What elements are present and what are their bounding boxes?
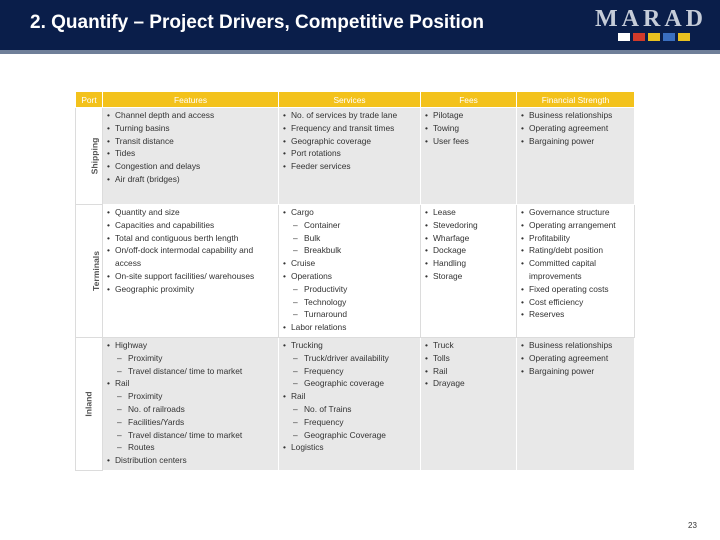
- sub-list-item: – No. of railroads: [106, 403, 275, 416]
- sub-list-item: – Container: [282, 219, 417, 232]
- list-item: • Cruise: [282, 257, 417, 270]
- table-row-shipping: [76, 108, 635, 205]
- marad-logo: [590, 6, 712, 46]
- slide-title: 2. Quantify – Project Drivers, Competitive Position: [30, 12, 485, 33]
- flag-icon: [618, 33, 630, 41]
- list-item: • Rating/debt position: [520, 244, 631, 257]
- column-header-features: Features: [103, 92, 279, 108]
- page-number: 23: [688, 521, 697, 530]
- list-item: • Operating arrangement: [520, 219, 631, 232]
- list-item: • Rail: [282, 390, 417, 403]
- table-row-terminals: [76, 205, 635, 338]
- list-item: • Tolls: [424, 352, 513, 365]
- slide-header: [0, 0, 720, 50]
- features-list: [106, 109, 275, 186]
- sub-list-item: – No. of Trains: [282, 403, 417, 416]
- row-label-inland: Inland: [84, 391, 94, 417]
- fees-list: [424, 206, 513, 283]
- sub-list-item: – Proximity: [106, 352, 275, 365]
- list-item: • Pilotage: [424, 109, 513, 122]
- list-item: • Highway: [106, 339, 275, 352]
- logo-text: MARAD: [595, 6, 707, 32]
- sub-list-item: – Frequency: [282, 365, 417, 378]
- services-list: [282, 339, 417, 454]
- list-item: • On-site support facilities/ warehouses: [106, 270, 275, 283]
- features-list: [106, 339, 275, 467]
- list-item: • Feeder services: [282, 160, 417, 173]
- sub-list-item: – Facilities/Yards: [106, 416, 275, 429]
- list-item: • Storage: [424, 270, 513, 283]
- column-header-financial-strength: Financial Strength: [517, 92, 635, 108]
- sub-list-item: – Travel distance/ time to market: [106, 365, 275, 378]
- list-item: • Operations: [282, 270, 417, 283]
- financial-list: [520, 109, 631, 147]
- list-item: • Total and contiguous berth length: [106, 232, 275, 245]
- list-item: • Wharfage: [424, 232, 513, 245]
- list-item: • Lease: [424, 206, 513, 219]
- list-item: • No. of services by trade lane: [282, 109, 417, 122]
- list-item: • Transit distance: [106, 135, 275, 148]
- project-drivers-table: [75, 91, 635, 471]
- list-item: • Stevedoring: [424, 219, 513, 232]
- list-item: • Tides: [106, 147, 275, 160]
- sub-list-item: – Technology: [282, 296, 417, 309]
- list-item: • Governance structure: [520, 206, 631, 219]
- sub-list-item: – Travel distance/ time to market: [106, 429, 275, 442]
- sub-list-item: – Truck/driver availability: [282, 352, 417, 365]
- list-item: • Bargaining power: [520, 135, 631, 148]
- list-item: • User fees: [424, 135, 513, 148]
- list-item: • Drayage: [424, 377, 513, 390]
- flag-icon: [633, 33, 645, 41]
- cell-financial-strength: [517, 338, 635, 471]
- sub-list-item: – Turnaround: [282, 308, 417, 321]
- list-item: • Committed capital: [520, 257, 631, 270]
- list-item: • Cost efficiency: [520, 296, 631, 309]
- sub-list-item: – Routes: [106, 441, 275, 454]
- list-item: • Trucking: [282, 339, 417, 352]
- table-header-row: [76, 92, 635, 108]
- cell-financial-strength: [517, 205, 635, 338]
- list-item: • Profitability: [520, 232, 631, 245]
- column-header-services: Services: [279, 92, 421, 108]
- cell-financial-strength: [517, 108, 635, 205]
- list-item: improvements: [529, 270, 582, 281]
- sub-list-item: – Proximity: [106, 390, 275, 403]
- list-item: • Business relationships: [520, 339, 631, 352]
- list-item: • Truck: [424, 339, 513, 352]
- list-item: • Air draft (bridges): [106, 173, 275, 186]
- list-item: • Labor relations: [282, 321, 417, 334]
- cell-services: [279, 338, 421, 471]
- list-item: • Operating agreement: [520, 352, 631, 365]
- sub-list-item: – Productivity: [282, 283, 417, 296]
- services-list: [282, 109, 417, 173]
- sub-list-item: – Geographic Coverage: [282, 429, 417, 442]
- cell-features: [103, 108, 279, 205]
- column-header-port: Port: [76, 92, 103, 108]
- financial-list: [520, 206, 631, 321]
- column-header-fees: Fees: [421, 92, 517, 108]
- list-item: • Geographic coverage: [282, 135, 417, 148]
- cell-features: [103, 205, 279, 338]
- row-label-cell: [76, 338, 103, 471]
- list-item: • Operating agreement: [520, 122, 631, 135]
- list-item: • Dockage: [424, 244, 513, 257]
- flag-icon: [678, 33, 690, 41]
- header-divider: [0, 50, 720, 54]
- list-item: • Congestion and delays: [106, 160, 275, 173]
- table-row-inland: [76, 338, 635, 471]
- flag-icon: [648, 33, 660, 41]
- row-label-shipping: Shipping: [89, 137, 100, 175]
- row-label-cell: [76, 108, 103, 205]
- sub-list-item: – Bulk: [282, 232, 417, 245]
- row-label-cell: [76, 205, 103, 338]
- list-item: • Rail: [424, 365, 513, 378]
- list-item: • Turning basins: [106, 122, 275, 135]
- list-item: • Geographic proximity: [106, 283, 275, 296]
- cell-fees: [421, 205, 517, 338]
- list-item: • Rail: [106, 377, 275, 390]
- cell-fees: [421, 108, 517, 205]
- cell-fees: [421, 338, 517, 471]
- list-item: • Channel depth and access: [106, 109, 275, 122]
- sub-list-item: – Frequency: [282, 416, 417, 429]
- list-item: • On/off-dock intermodal capability and: [106, 244, 275, 257]
- list-item: access: [115, 258, 142, 269]
- list-item: • Quantity and size: [106, 206, 275, 219]
- list-item: • Business relationships: [520, 109, 631, 122]
- list-item: • Port rotations: [282, 147, 417, 160]
- cell-services: [279, 108, 421, 205]
- cell-services: [279, 205, 421, 338]
- flag-icon: [663, 33, 675, 41]
- list-item: • Frequency and transit times: [282, 122, 417, 135]
- services-list: [282, 206, 417, 334]
- list-item: • Capacities and capabilities: [106, 219, 275, 232]
- cell-features: [103, 338, 279, 471]
- financial-list: [520, 339, 631, 377]
- list-item: • Fixed operating costs: [520, 283, 631, 296]
- list-item: • Towing: [424, 122, 513, 135]
- list-item: • Handling: [424, 257, 513, 270]
- row-label-terminals: Terminals: [90, 251, 101, 291]
- features-list: [106, 206, 275, 296]
- list-item: • Distribution centers: [106, 454, 275, 467]
- fees-list: [424, 109, 513, 147]
- list-item: • Logistics: [282, 441, 417, 454]
- sub-list-item: – Breakbulk: [282, 244, 417, 257]
- fees-list: [424, 339, 513, 390]
- signal-flags-icon: [618, 33, 690, 41]
- list-item: • Reserves: [520, 308, 631, 321]
- sub-list-item: – Geographic coverage: [282, 377, 417, 390]
- list-item: • Bargaining power: [520, 365, 631, 378]
- list-item: • Cargo: [282, 206, 417, 219]
